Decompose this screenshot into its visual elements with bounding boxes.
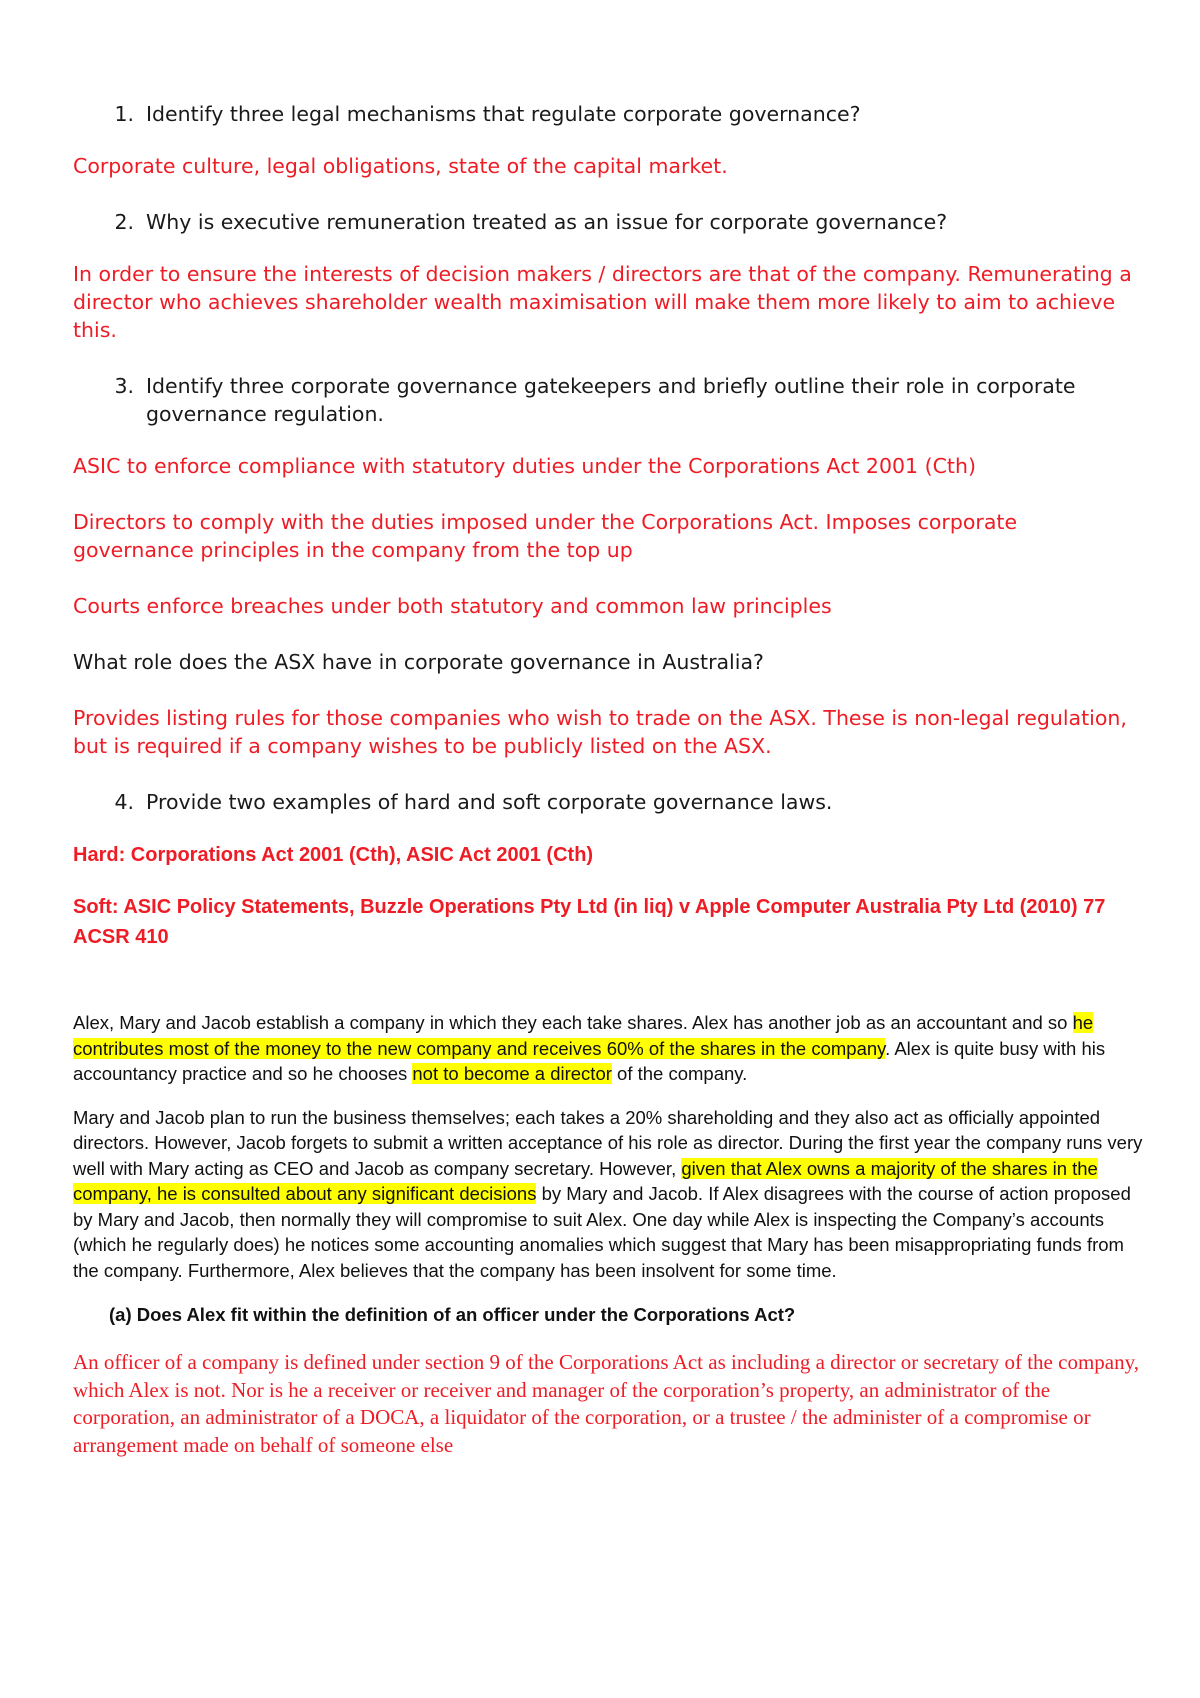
asx-answer: Provides listing rules for those companies who wish to trade on the ASX. These is non-legal regulation, but is required if a company wishes to be publicly listed on the ASX. [73, 706, 1127, 758]
question-number: 2. [114, 210, 134, 234]
answer-a: An officer of a company is defined under section 9 of the Corporations Act as including a director or secretary of the company, which Alex is not. Nor is he a receiver or receiver and manager of the corporation’s property, an administrator of the corporation, an administrator of a DOCA, a liquidator of the corporation, or a trustee / the administer of a compromise or arrangement made on behalf of someone else [73, 1350, 1139, 1457]
case-study-paragraph-1 [73, 1010, 1143, 1087]
asx-question: What role does the ASX have in corporate governance in Australia? [73, 650, 764, 674]
sub-question-a: (a) Does Alex fit within the definition of an officer under the Corporations Act? [109, 1304, 796, 1325]
question-2 [73, 208, 1143, 236]
highlighted-text: not to become a director [412, 1063, 612, 1084]
answer-3-asic: ASIC to enforce compliance with statutory duties under the Corporations Act 2001 (Cth) [73, 454, 976, 478]
case-text: by Mary and Jacob. If Alex disagrees with the course of action proposed by Mary and Jacob, then normally they will compromise to suit Alex. One day while Alex is inspecting the Company’s accounts (which he regularly does) he notices some accounting anomalies which suggest that Mary has been misappropriating funds from the company. Furthermore, Alex believes that the company has been insolvent for some time. [73, 1183, 1131, 1281]
case-text: Alex, Mary and Jacob establish a company in which they each take shares. Alex has another job as an accountant and so [73, 1012, 1073, 1033]
answer-4-hard: Hard: Corporations Act 2001 (Cth), ASIC Act 2001 (Cth) [73, 844, 594, 866]
question-number: 1. [114, 102, 134, 126]
answer-3-directors: Directors to comply with the duties imposed under the Corporations Act. Imposes corporate governance principles in the company from the top up [73, 510, 1018, 562]
question-text: Identify three legal mechanisms that regulate corporate governance? [146, 102, 861, 126]
question-number: 4. [114, 790, 134, 814]
case-text: Mary and Jacob plan to run the business themselves; each takes a 20% shareholding and they also act as officially appointed directors. However, Jacob forgets to submit a written acceptance of his role as director. During the first year the company runs very well with Mary acting as CEO and Jacob as company secretary. However, [73, 1106, 1143, 1179]
document-content [73, 100, 1143, 1459]
question-number: 3. [114, 374, 134, 398]
question-text: Why is executive remuneration treated as an issue for corporate governance? [146, 210, 948, 234]
question-3 [73, 372, 1143, 428]
question-1 [73, 100, 1143, 128]
question-text: Identify three corporate governance gatekeepers and briefly outline their role in corporate governance regulation. [146, 374, 1076, 426]
question-text: Provide two examples of hard and soft corporate governance laws. [146, 790, 833, 814]
answer-2: In order to ensure the interests of decision makers / directors are that of the company. Remunerating a director who achieves shareholder wealth maximisation will make them more likely to aim to achieve this. [73, 262, 1132, 342]
question-4 [73, 788, 1143, 816]
answer-1: Corporate culture, legal obligations, state of the capital market. [73, 154, 728, 178]
answer-3-courts: Courts enforce breaches under both statutory and common law principles [73, 594, 832, 618]
case-text: of the company. [611, 1063, 748, 1084]
case-text: . Alex is quite busy with his accountancy practice and so he chooses [73, 1037, 1106, 1084]
highlighted-text: given that Alex owns a majority of the shares in the company, he is consulted about any significant decisions [73, 1157, 1098, 1204]
case-study-paragraph-2 [73, 1105, 1143, 1284]
highlighted-text: he contributes most of the money to the new company and receives 60% of the shares in the company [73, 1012, 1094, 1059]
answer-4-soft: Soft: ASIC Policy Statements, Buzzle Operations Pty Ltd (in liq) v Apple Computer Australia Pty Ltd (2010) 77 ACSR 410 [73, 896, 1106, 948]
